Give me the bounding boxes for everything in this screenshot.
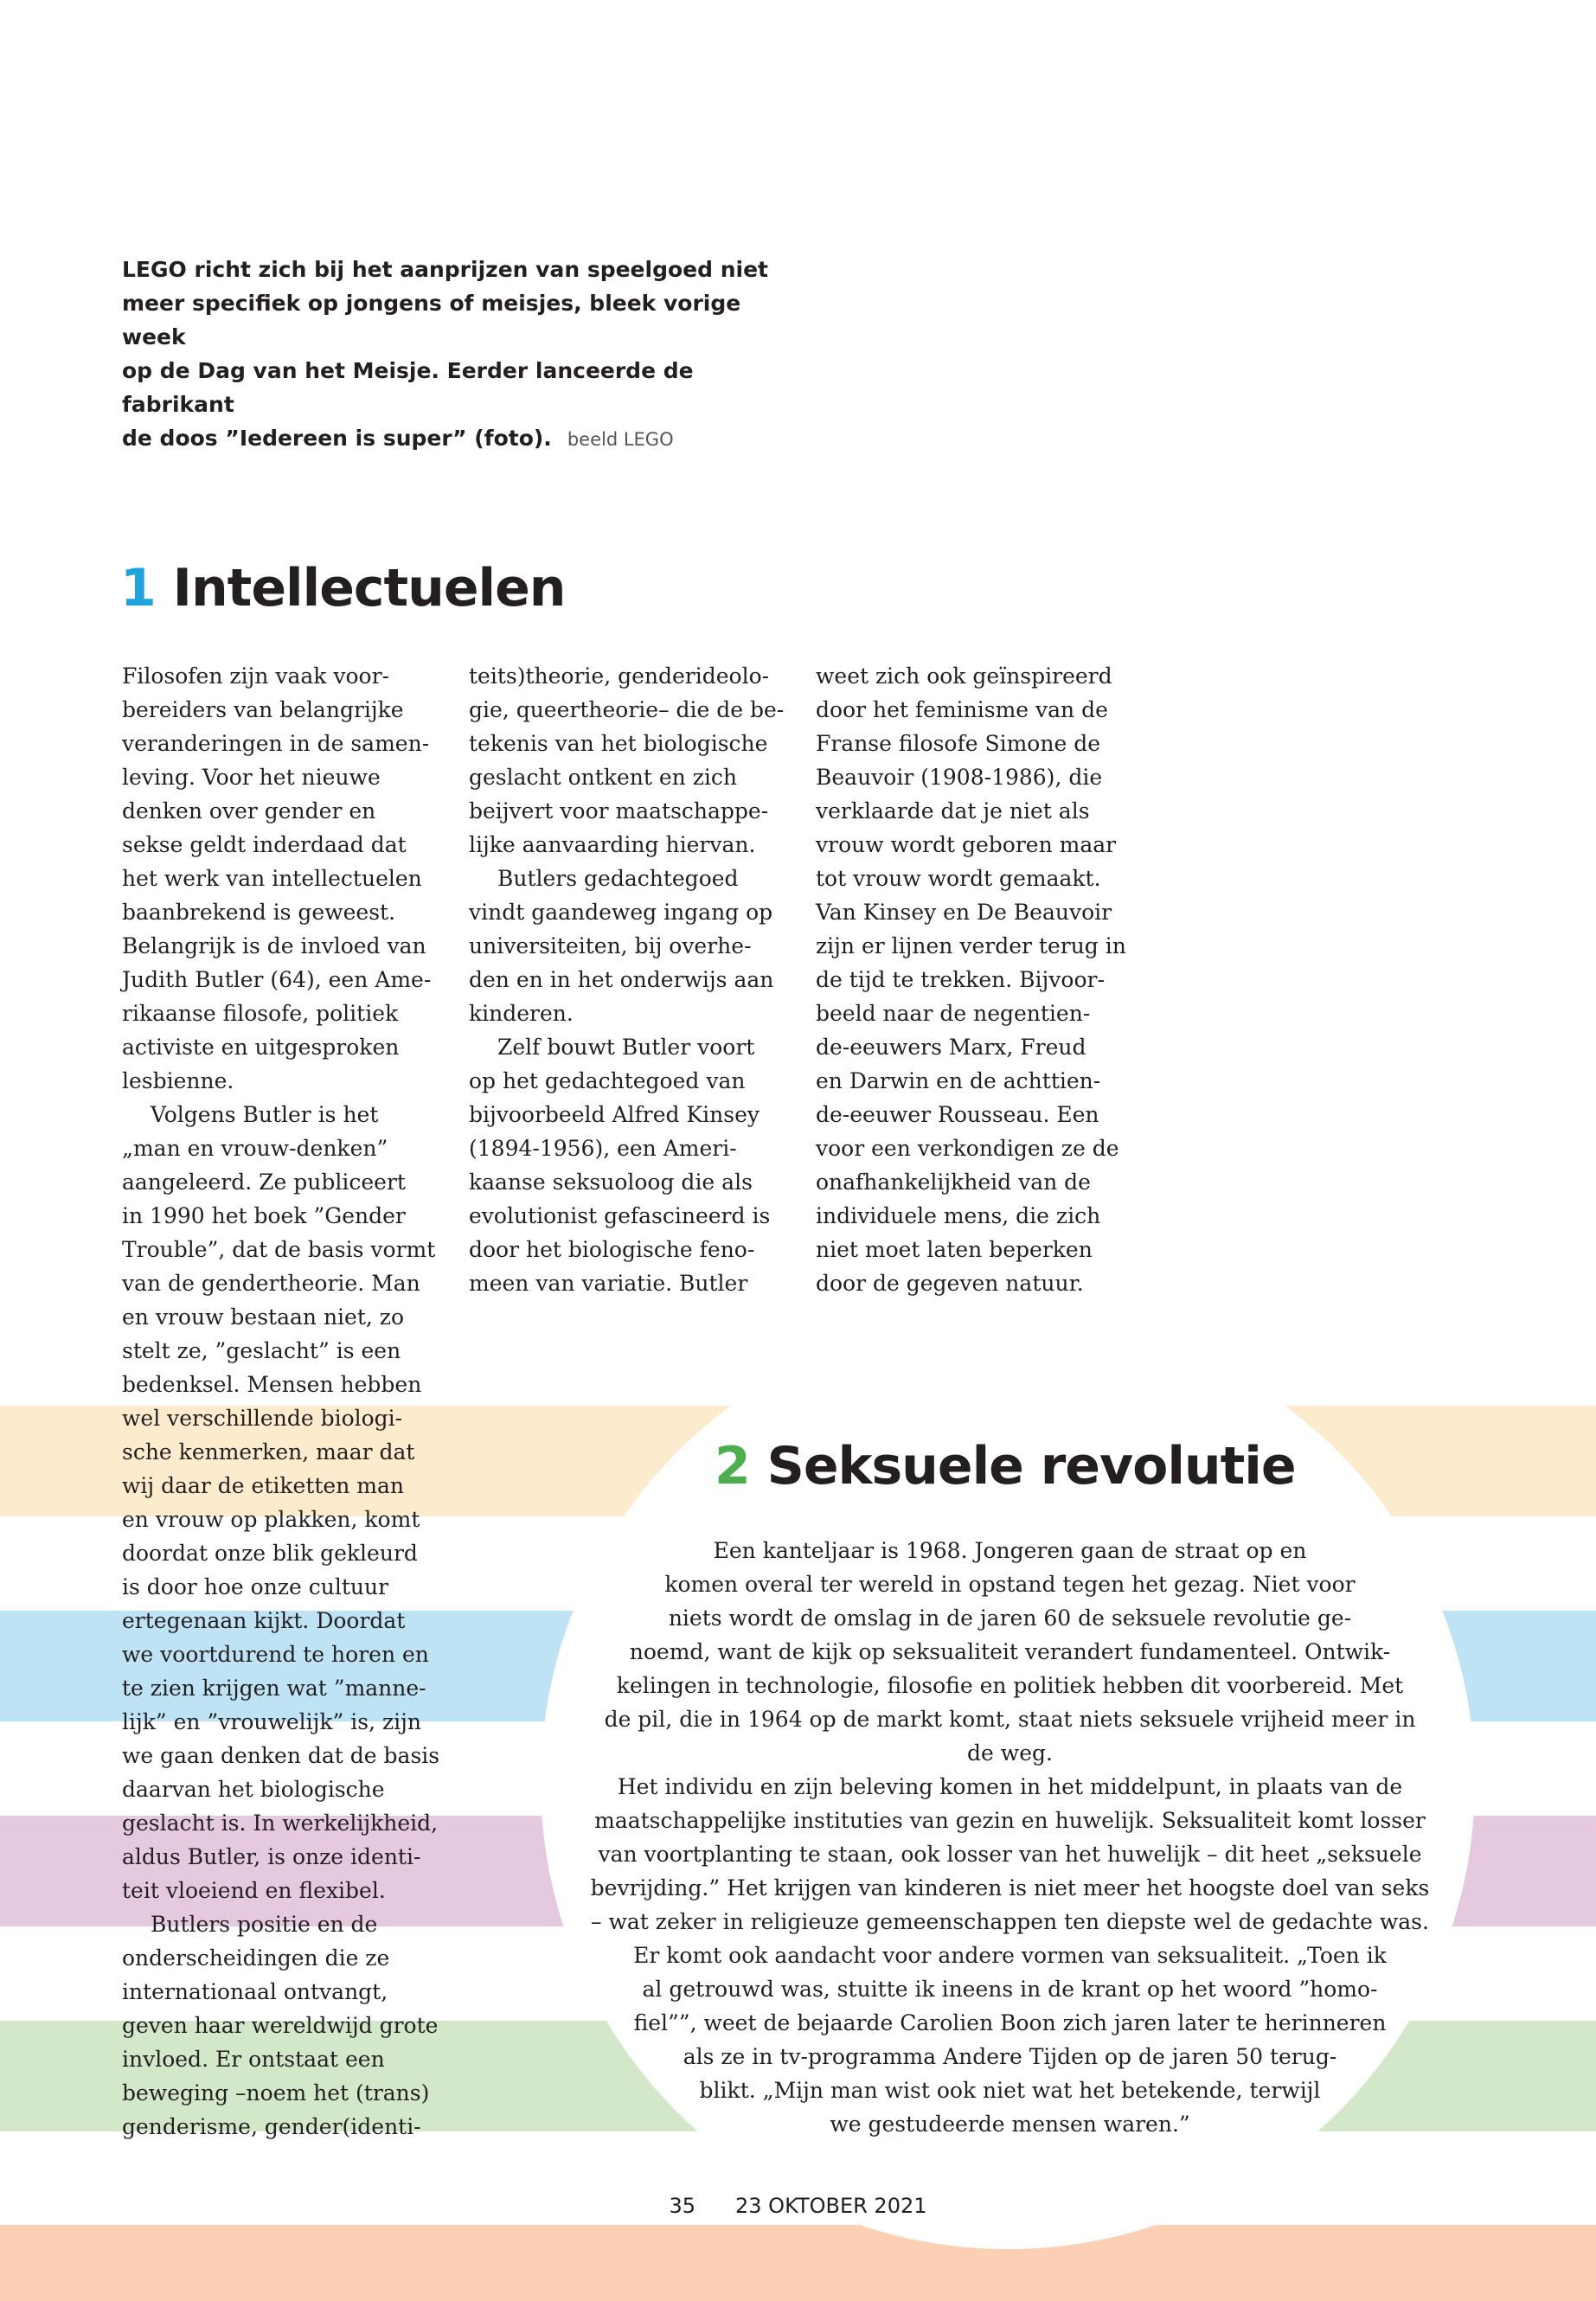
text-line: de doos ”Iedereen is super” (foto). bbox=[122, 426, 552, 451]
text-line: en Darwin en de achttien- bbox=[816, 1068, 1101, 1093]
text-line: baanbrekend is geweest. bbox=[122, 900, 396, 925]
text-line: vindt gaandeweg ingang op bbox=[469, 900, 773, 925]
text-line: geslacht is. In werkelijkheid, bbox=[122, 1811, 439, 1836]
text-line: – wat zeker in religieuze gemeenschappen ten diepste wel de gedachte was. bbox=[591, 1909, 1429, 1934]
text-line: tot vrouw wordt gemaakt. bbox=[816, 866, 1101, 891]
section-number: 1 bbox=[120, 558, 156, 619]
page-number: 35 bbox=[669, 2194, 696, 2218]
text-line: aldus Butler, is onze identi- bbox=[122, 1844, 421, 1869]
text-line: we gestudeerde mensen waren.” bbox=[830, 2112, 1190, 2137]
text-line: de weg. bbox=[967, 1740, 1053, 1766]
text-line: wij daar de etiketten man bbox=[122, 1473, 404, 1498]
text-line: Judith Butler (64), een Ame- bbox=[122, 967, 432, 992]
text-line: (1894-1956), een Ameri- bbox=[469, 1136, 737, 1161]
text-line: individuele mens, die zich bbox=[816, 1203, 1101, 1228]
text-line: beijvert voor maatschappe- bbox=[469, 798, 769, 824]
text-line: meer specifiek op jongens of meisjes, bleek vorige week bbox=[122, 291, 741, 349]
photo-credit: beeld LEGO bbox=[567, 429, 674, 450]
text-line: komen overal ter wereld in opstand tegen het gezag. Niet voor bbox=[664, 1572, 1356, 1597]
text-line: beweging –noem het (trans) bbox=[122, 2080, 430, 2106]
text-line: en vrouw op plakken, komt bbox=[122, 1507, 420, 1532]
text-line: verklaarde dat je niet als bbox=[816, 798, 1090, 824]
text-line: daarvan het biologische bbox=[122, 1777, 385, 1802]
text-line: bevrijding.” Het krijgen van kinderen is niet meer het hoogste doel van seks bbox=[590, 1875, 1430, 1900]
text-line: genderisme, gender(identi- bbox=[122, 2114, 421, 2139]
text-line: geven haar wereldwijd grote bbox=[122, 2013, 439, 2038]
text-line: Van Kinsey en De Beauvoir bbox=[816, 900, 1112, 925]
section-title: Seksuele revolutie bbox=[766, 1436, 1296, 1497]
text-line: van voortplanting te staan, ook losser van het huwelijk – dit heet „seksuele bbox=[598, 1842, 1422, 1867]
text-line: Butlers positie en de bbox=[151, 1912, 378, 1937]
text-line: te zien krijgen wat ”manne- bbox=[122, 1676, 426, 1701]
text-line: universiteiten, bij overhe- bbox=[469, 933, 752, 958]
text-line: lesbienne. bbox=[122, 1068, 234, 1093]
text-line: ertegenaan kijkt. Doordat bbox=[122, 1608, 406, 1633]
text-line: op de Dag van het Meisje. Eerder lanceerde de fabrikant bbox=[122, 358, 694, 417]
text-line: rikaanse filosofe, politiek bbox=[122, 1001, 399, 1026]
text-line: onderscheidingen die ze bbox=[122, 1945, 390, 1971]
text-line: Volgens Butler is het bbox=[151, 1102, 379, 1127]
text-line: teit vloeiend en flexibel. bbox=[122, 1878, 386, 1903]
text-line: de tijd te trekken. Bijvoor- bbox=[816, 967, 1105, 992]
text-line: bereiders van belangrijke bbox=[122, 697, 404, 722]
text-line: bedenksel. Mensen hebben bbox=[122, 1372, 422, 1397]
decor-band-peach bbox=[0, 2225, 1596, 2301]
text-line: leving. Voor het nieuwe bbox=[122, 765, 381, 790]
text-line: Franse filosofe Simone de bbox=[816, 731, 1100, 756]
article-column-2 bbox=[469, 659, 784, 1300]
text-line: Butlers gedachtegoed bbox=[497, 866, 739, 891]
text-line: meen van variatie. Butler bbox=[469, 1271, 748, 1296]
text-line: evolutionist gefascineerd is bbox=[469, 1203, 771, 1228]
text-line: zijn er lijnen verder terug in bbox=[816, 933, 1126, 958]
text-line: Beauvoir (1908-1986), die bbox=[816, 765, 1103, 790]
text-line: in 1990 het boek ”Gender bbox=[122, 1203, 406, 1228]
text-line: door het feminisme van de bbox=[816, 697, 1108, 722]
text-line: sche kenmerken, maar dat bbox=[122, 1439, 415, 1465]
text-line: den en in het onderwijs aan bbox=[469, 967, 774, 992]
text-line: veranderingen in de samen- bbox=[122, 731, 430, 756]
text-line: noemd, want de kijk op seksualiteit verandert fundamenteel. Ontwik- bbox=[629, 1639, 1391, 1664]
text-line: invloed. Er ontstaat een bbox=[122, 2047, 385, 2072]
text-line: teits)theorie, genderideolo- bbox=[469, 663, 770, 689]
text-line: Filosofen zijn vaak voor- bbox=[122, 663, 389, 689]
photo-caption bbox=[122, 253, 788, 457]
text-line: weet zich ook geïnspireerd bbox=[816, 663, 1112, 689]
text-line: aangeleerd. Ze publiceert bbox=[122, 1170, 406, 1195]
text-line: gie, queertheorie– die de be- bbox=[469, 697, 785, 722]
text-line: Het individu en zijn beleving komen in het middelpunt, in plaats van de bbox=[617, 1774, 1403, 1799]
text-line: van de gendertheorie. Man bbox=[122, 1271, 420, 1296]
text-line: wel verschillende biologi- bbox=[122, 1406, 403, 1431]
text-line: de-eeuwer Rousseau. Een bbox=[816, 1102, 1099, 1127]
text-line: Zelf bouwt Butler voort bbox=[497, 1035, 755, 1060]
text-line: en vrouw bestaan niet, zo bbox=[122, 1304, 405, 1330]
text-line: als ze in tv-programma Andere Tijden op de jaren 50 terug- bbox=[683, 2044, 1337, 2069]
text-line: vrouw wordt geboren maar bbox=[816, 832, 1117, 857]
text-line: Een kanteljaar is 1968. Jongeren gaan de straat op en bbox=[713, 1538, 1307, 1563]
text-line: kinderen. bbox=[469, 1001, 574, 1026]
text-line: niets wordt de omslag in de jaren 60 de seksuele revolutie ge- bbox=[668, 1606, 1352, 1631]
text-line: door het biologische feno- bbox=[469, 1237, 755, 1262]
text-line: het werk van intellectuelen bbox=[122, 866, 422, 891]
section-number: 2 bbox=[715, 1436, 750, 1497]
page-footer bbox=[0, 2194, 1596, 2218]
text-line: beeld naar de negentien- bbox=[816, 1001, 1091, 1026]
text-line: fiel””, weet de bejaarde Carolien Boon zich jaren later te herinneren bbox=[633, 2010, 1387, 2035]
text-line: is door hoe onze cultuur bbox=[122, 1574, 389, 1599]
text-line: maatschappelijke instituties van gezin en huwelijk. Seksualiteit komt losser bbox=[594, 1808, 1426, 1833]
section-2-heading bbox=[715, 1436, 1296, 1497]
text-line: LEGO richt zich bij het aanprijzen van speelgoed niet bbox=[122, 257, 768, 282]
text-line: blikt. „Mijn man wist ook niet wat het betekende, terwijl bbox=[699, 2078, 1321, 2103]
issue-date: 23 OKTOBER 2021 bbox=[735, 2194, 927, 2218]
text-line: de-eeuwers Marx, Freud bbox=[816, 1035, 1086, 1060]
text-line: Belangrijk is de invloed van bbox=[122, 933, 426, 958]
section-title: Intellectuelen bbox=[172, 558, 566, 619]
text-line: Er komt ook aandacht voor andere vormen van seksualiteit. „Toen ik bbox=[633, 1943, 1387, 1968]
text-line: internationaal ontvangt, bbox=[122, 1979, 388, 2004]
text-line: stelt ze, ”geslacht” is een bbox=[122, 1338, 401, 1363]
text-line: niet moet laten beperken bbox=[816, 1237, 1093, 1262]
text-line: op het gedachtegoed van bbox=[469, 1068, 746, 1093]
text-line: lijke aanvaarding hiervan. bbox=[469, 832, 756, 857]
text-line: denken over gender en bbox=[122, 798, 376, 824]
text-line: onafhankelijkheid van de bbox=[816, 1170, 1091, 1195]
text-line: activiste en uitgesproken bbox=[122, 1035, 400, 1060]
text-line: doordat onze blik gekleurd bbox=[122, 1541, 418, 1566]
text-line: lijk” en ”vrouwelijk” is, zijn bbox=[122, 1709, 422, 1734]
text-line: we voortdurend te horen en bbox=[122, 1642, 429, 1667]
section-2-body bbox=[519, 1534, 1501, 2141]
article-column-1 bbox=[122, 659, 439, 2144]
text-line: „man en vrouw-denken” bbox=[122, 1136, 388, 1161]
text-line: kaanse seksuoloog die als bbox=[469, 1170, 753, 1195]
text-line: al getrouwd was, stuitte ik ineens in de krant op het woord ”homo- bbox=[642, 1977, 1378, 2002]
text-line: we gaan denken dat de basis bbox=[122, 1743, 440, 1768]
article-column-3 bbox=[816, 659, 1126, 1300]
text-line: de pil, die in 1964 op de markt komt, staat niets seksuele vrijheid meer in bbox=[604, 1707, 1416, 1732]
text-line: voor een verkondigen ze de bbox=[816, 1136, 1119, 1161]
text-line: geslacht ontkent en zich bbox=[469, 765, 737, 790]
text-line: sekse geldt inderdaad dat bbox=[122, 832, 407, 857]
text-line: door de gegeven natuur. bbox=[816, 1271, 1084, 1296]
text-line: Trouble”, dat de basis vormt bbox=[122, 1237, 436, 1262]
section-1-heading bbox=[120, 558, 566, 619]
text-line: kelingen in technologie, filosofie en politiek hebben dit voorbereid. Met bbox=[616, 1673, 1404, 1698]
text-line: bijvoorbeeld Alfred Kinsey bbox=[469, 1102, 760, 1127]
text-line: tekenis van het biologische bbox=[469, 731, 768, 756]
